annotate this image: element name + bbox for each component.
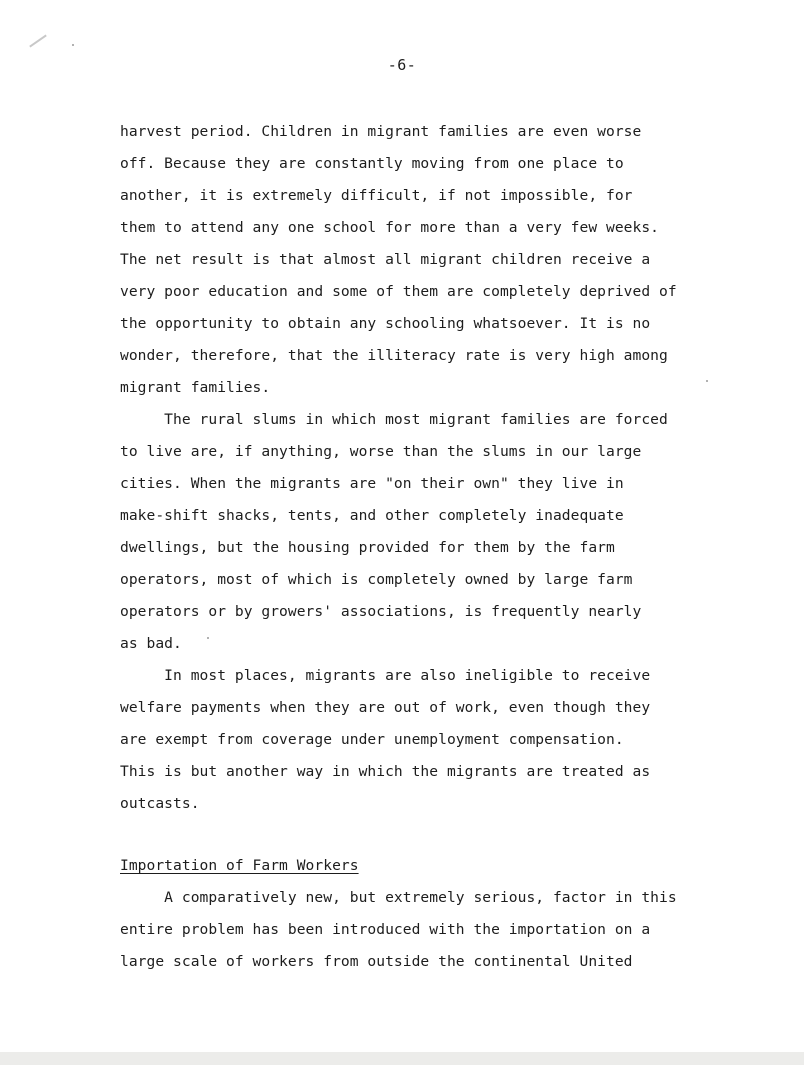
text-line: migrant families. bbox=[120, 379, 271, 396]
paper-mark bbox=[29, 34, 47, 47]
section-heading bbox=[120, 850, 740, 882]
text-line: large scale of workers from outside the continental United bbox=[120, 953, 633, 970]
text-line: cities. When the migrants are "on their own" they live in bbox=[120, 475, 624, 492]
text-line: welfare payments when they are out of work, even though they bbox=[120, 699, 651, 716]
text-line: harvest period. Children in migrant families are even worse bbox=[120, 123, 642, 140]
text-line: make-shift shacks, tents, and other completely inadequate bbox=[120, 507, 624, 524]
text-line: the opportunity to obtain any schooling whatsoever. It is no bbox=[120, 315, 651, 332]
body-text bbox=[120, 116, 740, 978]
text-line: operators or by growers' associations, is frequently nearly bbox=[120, 603, 642, 620]
paper-speck bbox=[72, 44, 74, 46]
text-line: A comparatively new, but extremely serious, factor in this bbox=[120, 889, 677, 906]
text-line: The net result is that almost all migrant children receive a bbox=[120, 251, 651, 268]
text-line: operators, most of which is completely owned by large farm bbox=[120, 571, 633, 588]
section-heading-text: Importation of Farm Workers bbox=[120, 857, 359, 874]
text-line: outcasts. bbox=[120, 795, 200, 812]
text-line: entire problem has been introduced with the importation on a bbox=[120, 921, 651, 938]
page-edge bbox=[0, 1052, 804, 1065]
text-line: to live are, if anything, worse than the slums in our large bbox=[120, 443, 642, 460]
text-line: are exempt from coverage under unemployment compensation. bbox=[120, 731, 624, 748]
text-line: wonder, therefore, that the illiteracy rate is very high among bbox=[120, 347, 668, 364]
text-line: them to attend any one school for more than a very few weeks. bbox=[120, 219, 660, 236]
text-line: dwellings, but the housing provided for them by the farm bbox=[120, 539, 615, 556]
text-line: very poor education and some of them are completely deprived of bbox=[120, 283, 677, 300]
text-line: In most places, migrants are also ineligible to receive bbox=[120, 667, 651, 684]
text-line: another, it is extremely difficult, if not impossible, for bbox=[120, 187, 633, 204]
text-line: The rural slums in which most migrant families are forced bbox=[120, 411, 668, 428]
text-line: as bad. bbox=[120, 635, 182, 652]
page-number: -6- bbox=[387, 56, 417, 74]
text-line: off. Because they are constantly moving from one place to bbox=[120, 155, 624, 172]
text-line: This is but another way in which the migrants are treated as bbox=[120, 763, 651, 780]
